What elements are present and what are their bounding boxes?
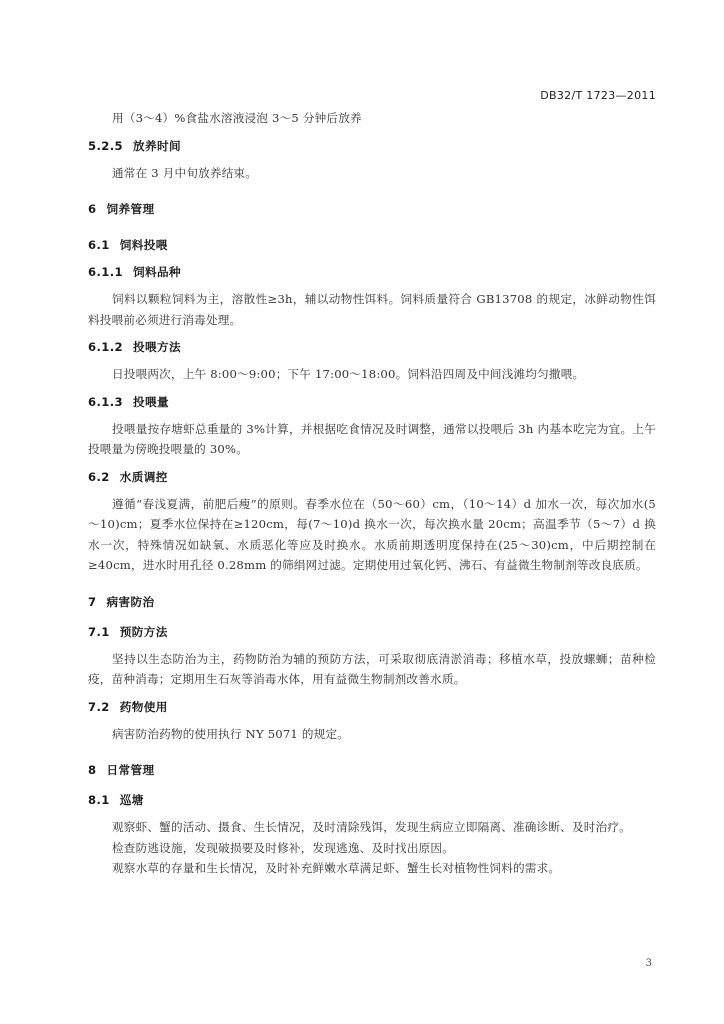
heading-6: [88, 199, 656, 219]
heading-7-2: [88, 697, 656, 717]
heading-6-1-1: [88, 262, 656, 282]
section-number: 6.1: [88, 238, 110, 252]
section-title: 巡塘: [119, 793, 144, 807]
section-number: 6.1.3: [88, 394, 124, 409]
paragraph-feed-types: 饲料以颗粒饲料为主，溶散性≥3h，辅以动物性饵料。饲料质量符合 GB13708 的规定，冰鲜动物性饵料投喂前必须进行消毒处理。: [88, 292, 656, 327]
section-number: 6: [88, 202, 97, 216]
section-title: 水质调控: [119, 469, 168, 484]
document-body: [88, 108, 656, 879]
paragraph-water-quality: 遵循“春浅夏满，前肥后瘦”的原则。春季水位在（50～60）cm，（10～14）d 加水一次，每次加水(5～10)cm；夏季水位保持在≥120cm，每(7～10)d 换水一次，每次换水量 20cm；高温季节（5～7）d 换水一次，特殊情况如缺氧、水质恶化等应及时换水。水质前期透明度保持在(25～30)cm，中后期控制在≥40cm，进水时用孔径 0.28mm 的筛绢网过滤。定期使用过氧化钙、沸石、有益微生物制剂等改良底质。: [88, 496, 656, 572]
paragraph-feeding-amount: 投喂量按存塘虾总重量的 3%计算，并根据吃食情况及时调整，通常以投喂后 3h 内基本吃完为宜。上午投喂量为傍晚投喂量的 30%。: [88, 421, 656, 456]
section-number: 6.2: [88, 469, 110, 484]
heading-5-2-5: [88, 136, 656, 156]
section-number: 6.1.2: [88, 340, 124, 354]
section-title: 药物使用: [119, 699, 168, 714]
heading-8: [88, 760, 656, 780]
paragraph-release-continued: 用（3～4）%食盐水溶液浸泡 3～5 分钟后放养: [112, 111, 362, 125]
heading-6-1-3: [88, 392, 656, 412]
section-title: 饲料投喂: [119, 238, 168, 252]
section-number: 8: [88, 763, 97, 777]
section-title: 病害防治: [106, 594, 155, 609]
heading-7: [88, 592, 656, 612]
paragraph-inspection-plants: 观察水草的存量和生长情况，及时补充鲜嫩水草满足虾、蟹生长对植物性饲料的需求。: [112, 861, 561, 875]
paragraph-feeding-method: 日投喂两次，上午 8:00～9:00；下午 17:00～18:00。饲料沿四周及中间浅滩均匀撒喂。: [112, 367, 585, 381]
section-title: 投喂量: [133, 394, 169, 409]
heading-7-1: [88, 622, 656, 642]
section-number: 7: [88, 594, 97, 609]
heading-6-1-2: [88, 337, 656, 357]
section-title: 饲养管理: [106, 202, 155, 216]
paragraph-inspection-facilities: 检查防逃设施，发现破损要及时修补，发现逃逸、及时找出原因。: [112, 840, 455, 855]
section-number: 7.1: [88, 624, 110, 639]
section-number: 7.2: [88, 699, 110, 714]
paragraph-release-time: 通常在 3 月中旬放养结束。: [112, 165, 258, 180]
section-title: 放养时间: [133, 138, 181, 153]
section-number: 6.1.1: [88, 265, 124, 279]
section-title: 日常管理: [106, 763, 155, 777]
document-code: DB32/T 1723—2011: [540, 89, 656, 102]
section-number: 5.2.5: [88, 138, 124, 153]
heading-6-2: [88, 467, 656, 487]
paragraph-inspection-observe: 观察虾、蟹的活动、摄食、生长情况，及时清除残饵，发现生病应立即隔离、准确诊断、及时治疗。: [112, 820, 631, 834]
section-title: 预防方法: [119, 624, 168, 639]
heading-8-1: [88, 790, 656, 810]
section-title: 投喂方法: [133, 340, 181, 354]
page-number: 3: [645, 958, 652, 969]
paragraph-prevention: 坚持以生态防治为主，药物防治为辅的预防方法，可采取彻底清淤消毒；移植水草，投放螺蛳；苗种检疫，苗种消毒；定期用生石灰等消毒水体，用有益微生物制剂改善水质。: [88, 651, 656, 686]
section-title: 饲料品种: [133, 265, 181, 279]
section-number: 8.1: [88, 793, 110, 807]
heading-6-1: [88, 235, 656, 255]
paragraph-drug-use: 病害防治药物的使用执行 NY 5071 的规定。: [112, 726, 350, 741]
